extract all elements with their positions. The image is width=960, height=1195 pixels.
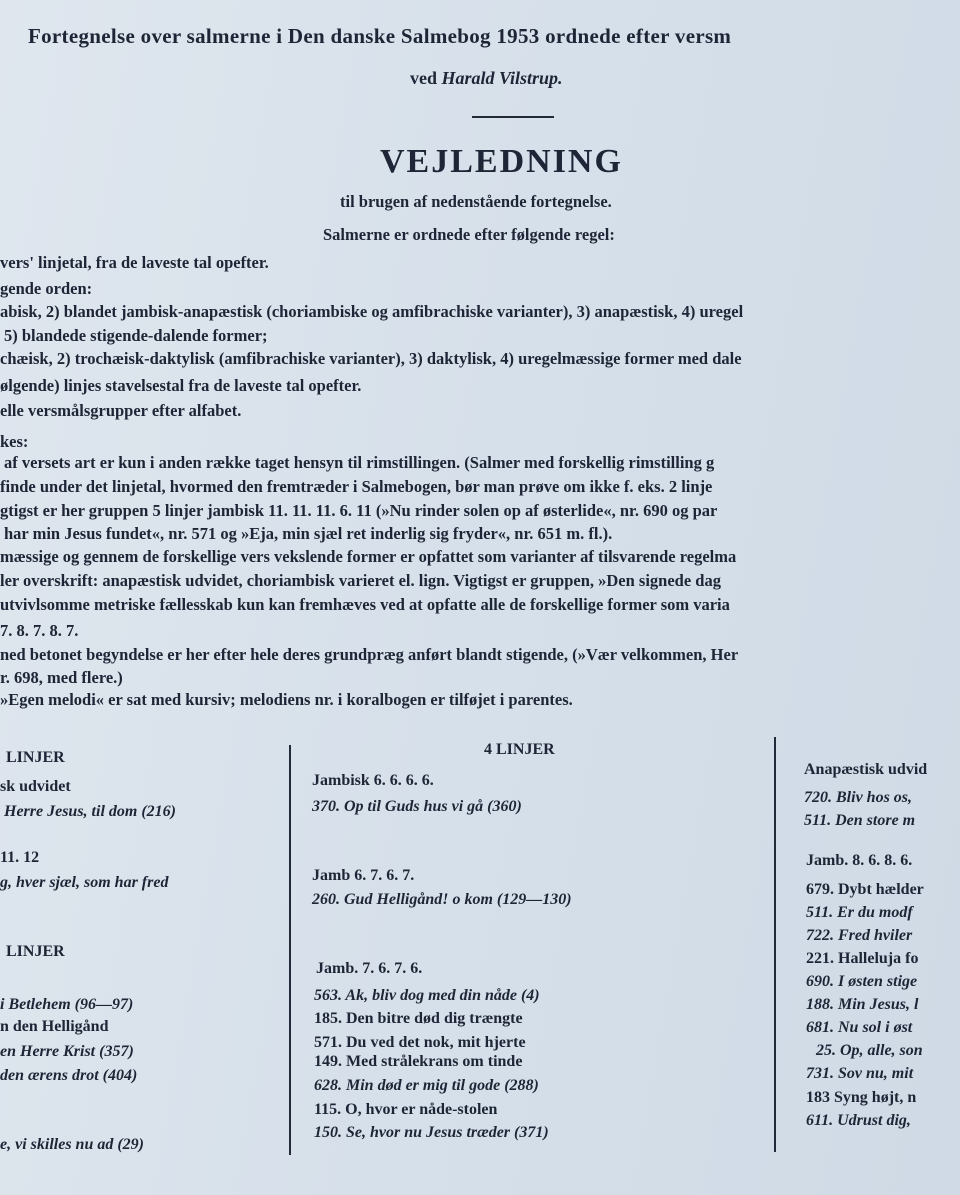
title-rule — [472, 116, 554, 118]
guide-line: finde under det linjetal, hvormed den fremtræder i Salmebogen, bør man prøve om ikke f. eks. 2 linje — [0, 477, 713, 496]
hymn-entry: 185. Den bitre død dig trængte — [314, 1010, 523, 1027]
hymn-entry: 511. Er du modf — [806, 904, 913, 921]
guide-line: elle versmålsgrupper efter alfabet. — [0, 401, 242, 420]
hymn-entry: 183 Syng højt, n — [806, 1089, 917, 1106]
hymn-entry: 628. Min død er mig til gode (288) — [314, 1077, 539, 1094]
hymn-entry: en Herre Krist (357) — [0, 1043, 134, 1060]
hymn-entry: 260. Gud Helligånd! o kom (129—130) — [312, 891, 572, 908]
guide-line: chæisk, 2) trochæisk-daktylisk (amfibrachiske varianter), 3) daktylisk, 4) uregelmæssige former med dale — [0, 349, 742, 368]
hymn-entry: 611. Udrust dig, — [806, 1112, 911, 1129]
hymn-entry: Herre Jesus, til dom (216) — [4, 803, 176, 820]
hymn-entry: n den Helligånd — [0, 1018, 109, 1035]
guide-line: vers' linjetal, fra de laveste tal opefter. — [0, 253, 269, 272]
byline-prefix: ved — [410, 68, 437, 88]
section-heading: LINJER — [6, 749, 65, 766]
hymn-entry: 115. O, hvor er nåde-stolen — [314, 1101, 498, 1118]
hymn-entry: 720. Bliv hos os, — [804, 789, 913, 806]
meter-label: Anapæstisk udvid — [804, 761, 928, 778]
hymn-entry: 150. Se, hvor nu Jesus træder (371) — [314, 1124, 549, 1141]
meter-label: Jamb. 8. 6. 8. 6. — [806, 852, 913, 869]
hymn-entry: 722. Fred hviler — [806, 927, 913, 944]
meter-label: Jamb. 7. 6. 7. 6. — [316, 960, 423, 977]
guide-line: gende orden: — [0, 279, 93, 298]
section-heading: LINJER — [6, 943, 65, 960]
hymn-entry: 690. I østen stige — [806, 973, 918, 990]
guide-line: 5) blandede stigende-dalende former; — [4, 326, 268, 345]
guide-line: abisk, 2) blandet jambisk-anapæstisk (choriambiske og amfibrachiske varianter), 3) anapæstisk, 4) uregel — [0, 302, 744, 321]
hymn-entry: e, vi skilles nu ad (29) — [0, 1136, 144, 1153]
meter-label: 11. 12 — [0, 849, 40, 866]
guide-subheading: til brugen af nedenstående fortegnelse. — [340, 192, 612, 211]
guide-line: r. 698, med flere.) — [0, 668, 123, 687]
meter-label: Jamb 6. 7. 6. 7. — [312, 867, 415, 884]
hymn-entry: 370. Op til Guds hus vi gå (360) — [312, 798, 522, 815]
hymn-entry: den ærens drot (404) — [0, 1067, 138, 1084]
byline — [410, 68, 563, 88]
guide-line: 7. 8. 7. 8. 7. — [0, 621, 79, 640]
guide-line: af versets art er kun i anden række taget hensyn til rimstillingen. (Salmer med forskellig rimstilling g — [4, 453, 715, 472]
column-divider — [774, 737, 776, 1152]
hymn-entry: 149. Med strålekrans om tinde — [314, 1053, 523, 1070]
hymn-entry: 731. Sov nu, mit — [806, 1065, 914, 1082]
guide-line: »Egen melodi« er sat med kursiv; melodiens nr. i koralbogen er tilføjet i parentes. — [0, 690, 573, 709]
guide-line: gtigst er her gruppen 5 linjer jambisk 11. 11. 11. 6. 11 (»Nu rinder solen op af østerlide«, nr. 690 og par — [0, 501, 718, 520]
guide-line: kes: — [0, 432, 29, 451]
hymn-entry: 221. Halleluja fo — [806, 950, 919, 967]
hymn-entry: 563. Ak, bliv dog med din nåde (4) — [314, 987, 540, 1004]
guide-line: mæssige og gennem de forskellige vers vekslende former er opfattet som varianter af tilsvarende regelma — [0, 547, 737, 566]
guide-line: ler overskrift: anapæstisk udvidet, choriambisk varieret el. lign. Vigtigst er gruppen, »Den signede dag — [0, 571, 721, 590]
guide-rule-intro: Salmerne er ordnede efter følgende regel: — [323, 225, 615, 244]
catalog-title: Fortegnelse over salmerne i Den danske Salmebog 1953 ordnede efter versm — [28, 24, 732, 48]
guide-heading: VEJLEDNING — [380, 143, 623, 180]
hymn-entry: 511. Den store m — [804, 812, 916, 829]
hymn-entry: 681. Nu sol i øst — [806, 1019, 913, 1036]
column-divider — [289, 745, 291, 1155]
guide-line: har min Jesus fundet«, nr. 571 og »Eja, min sjæl ret inderlig sig fryder«, nr. 651 m. fl.). — [4, 524, 613, 543]
guide-line: ned betonet begyndelse er her efter hele deres grundpræg anført blandt stigende, (»Vær velkommen, Her — [0, 645, 739, 664]
byline-author: Harald Vilstrup. — [441, 68, 563, 88]
meter-label: Jambisk 6. 6. 6. 6. — [312, 772, 434, 789]
guide-line: ølgende) linjes stavelsestal fra de laveste tal opefter. — [0, 376, 362, 395]
hymn-entry: i Betlehem (96—97) — [0, 996, 134, 1013]
guide-line: utvivlsomme metriske fællesskab kun kan fremhæves ved at opfatte alle de forskellige former som varia — [0, 595, 730, 614]
hymn-entry: g, hver sjæl, som har fred — [0, 874, 169, 891]
hymn-entry: 571. Du ved det nok, mit hjerte — [314, 1034, 526, 1051]
section-heading: 4 LINJER — [484, 741, 555, 758]
hymn-entry: 188. Min Jesus, l — [806, 996, 919, 1013]
meter-label: sk udvidet — [0, 778, 71, 795]
hymn-entry: 679. Dybt hælder — [806, 881, 924, 898]
hymn-entry: 25. Op, alle, son — [816, 1042, 923, 1059]
